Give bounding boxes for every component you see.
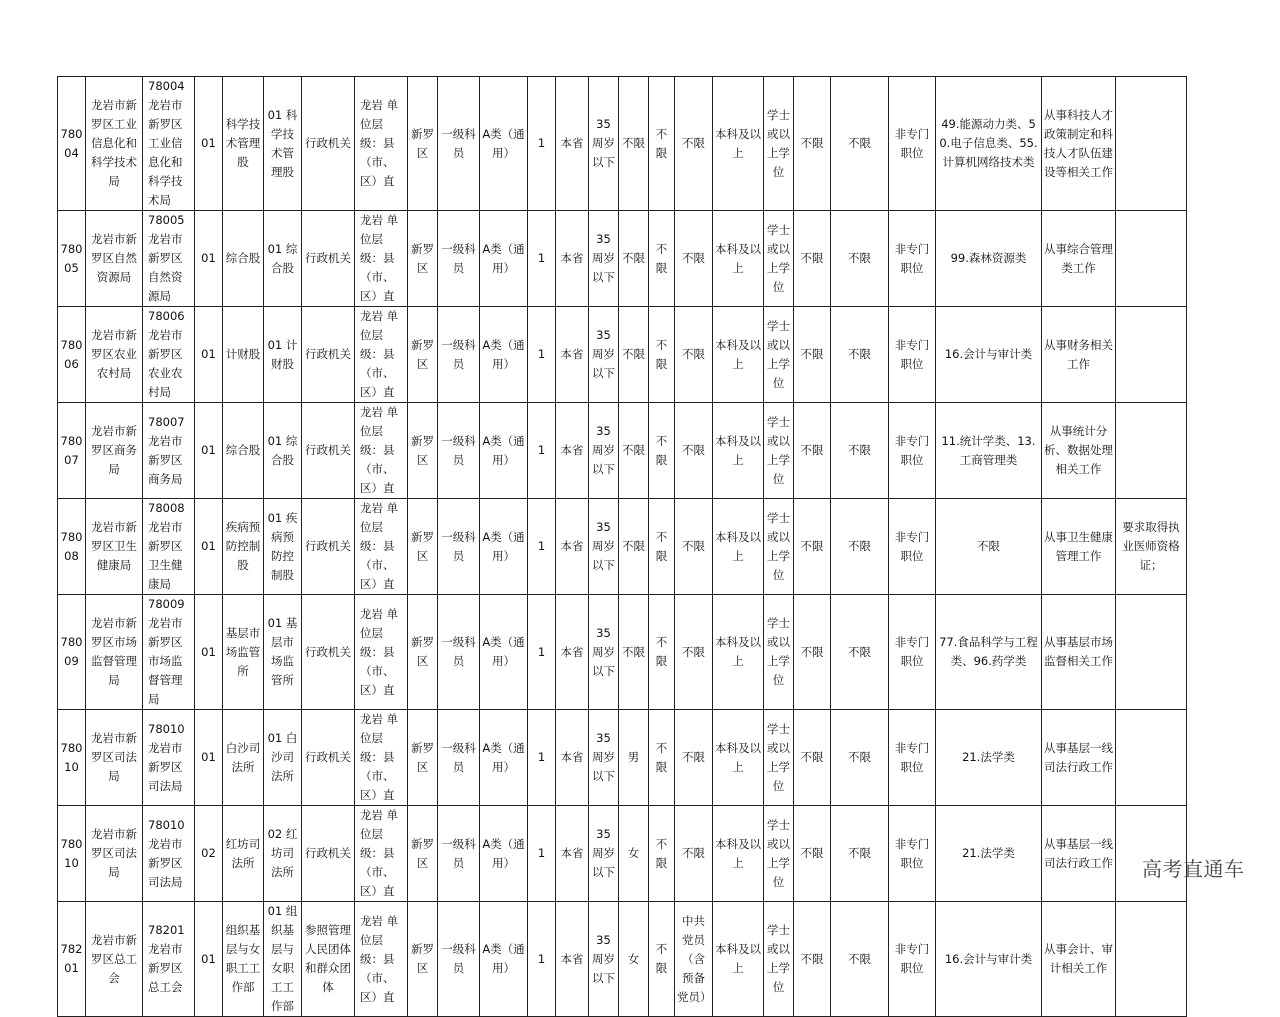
nature-cell: 行政机关 xyxy=(302,403,355,499)
age-cell: 35周岁以下 xyxy=(589,710,619,806)
org-cell: 龙岩市新罗区农业农村局 xyxy=(86,307,143,403)
code-cell: 78010 xyxy=(58,806,86,902)
category-cell: A类（通用） xyxy=(480,806,528,902)
dept-cell: 红坊司法所 xyxy=(223,806,264,902)
unit-cell: 78010 龙岩市新罗区司法局 xyxy=(143,710,195,806)
age-cell: 35周岁以下 xyxy=(589,902,619,1017)
duty-cell: 从事基层市场监督相关工作 xyxy=(1042,595,1116,710)
degree-cell: 学士或以上学位 xyxy=(764,211,794,307)
gender-cell: 不限 xyxy=(619,595,649,710)
grade-cell: 一级科员 xyxy=(438,902,480,1017)
requirement-cell: 不限 xyxy=(794,77,831,211)
education-cell: 本科及以上 xyxy=(713,806,764,902)
requirement-cell: 不限 xyxy=(794,595,831,710)
table-row xyxy=(58,902,1187,1017)
count-cell: 1 xyxy=(528,403,556,499)
org-cell: 龙岩市新罗区司法局 xyxy=(86,806,143,902)
unit-cell: 78009 龙岩市新罗区市场监督管理局 xyxy=(143,595,195,710)
requirement-cell: 不限 xyxy=(831,710,889,806)
category-cell: A类（通用） xyxy=(480,595,528,710)
nation-cell: 不限 xyxy=(649,710,675,806)
degree-cell: 学士或以上学位 xyxy=(764,403,794,499)
requirement-cell: 不限 xyxy=(794,806,831,902)
gender-cell: 不限 xyxy=(619,77,649,211)
duty-cell: 从事卫生健康管理工作 xyxy=(1042,499,1116,595)
nature-cell: 参照管理人民团体和群众团体 xyxy=(302,902,355,1017)
major-cell: 16.会计与审计类 xyxy=(936,902,1042,1017)
table-row xyxy=(58,77,1187,211)
category-cell: A类（通用） xyxy=(480,307,528,403)
degree-cell: 学士或以上学位 xyxy=(764,307,794,403)
num-cell: 01 xyxy=(195,499,223,595)
post-type-cell: 非专门职位 xyxy=(889,595,936,710)
nature-cell: 行政机关 xyxy=(302,595,355,710)
duty-cell: 从事基层一线司法行政工作 xyxy=(1042,806,1116,902)
area-cell: 新罗区 xyxy=(408,595,438,710)
count-cell: 1 xyxy=(528,806,556,902)
category-cell: A类（通用） xyxy=(480,211,528,307)
degree-cell: 学士或以上学位 xyxy=(764,902,794,1017)
requirement-cell: 不限 xyxy=(831,211,889,307)
note-cell: 要求取得执业医师资格证； xyxy=(1116,499,1187,595)
dept-cell: 综合股 xyxy=(223,403,264,499)
count-cell: 1 xyxy=(528,710,556,806)
org-cell: 龙岩市新罗区市场监督管理局 xyxy=(86,595,143,710)
scope-cell: 本省 xyxy=(556,806,589,902)
code-cell: 78007 xyxy=(58,403,86,499)
dept-cell: 综合股 xyxy=(223,211,264,307)
code-cell: 78006 xyxy=(58,307,86,403)
requirement-cell: 不限 xyxy=(794,211,831,307)
recruitment-table xyxy=(57,76,1187,1017)
table-body xyxy=(58,77,1187,1017)
code-cell: 78201 xyxy=(58,902,86,1017)
note-cell xyxy=(1116,710,1187,806)
age-cell: 35周岁以下 xyxy=(589,806,619,902)
nature-cell: 行政机关 xyxy=(302,77,355,211)
nation-cell: 不限 xyxy=(649,902,675,1017)
table-row xyxy=(58,806,1187,902)
requirement-cell: 不限 xyxy=(831,499,889,595)
duty-cell: 从事科技人才政策制定和科技人才队伍建设等相关工作 xyxy=(1042,77,1116,211)
nation-cell: 不限 xyxy=(649,806,675,902)
nature-cell: 行政机关 xyxy=(302,307,355,403)
post-cell: 01 计财股 xyxy=(264,307,302,403)
num-cell: 01 xyxy=(195,77,223,211)
post-cell: 01 疾病预防控制股 xyxy=(264,499,302,595)
code-cell: 78009 xyxy=(58,595,86,710)
dept-cell: 白沙司法所 xyxy=(223,710,264,806)
post-type-cell: 非专门职位 xyxy=(889,806,936,902)
politics-cell: 不限 xyxy=(675,77,713,211)
unit-cell: 78005 龙岩市新罗区自然资源局 xyxy=(143,211,195,307)
post-cell: 01 科学技术管理股 xyxy=(264,77,302,211)
nature-cell: 行政机关 xyxy=(302,710,355,806)
count-cell: 1 xyxy=(528,902,556,1017)
num-cell: 01 xyxy=(195,595,223,710)
gender-cell: 女 xyxy=(619,806,649,902)
area-cell: 新罗区 xyxy=(408,403,438,499)
code-cell: 78004 xyxy=(58,77,86,211)
degree-cell: 学士或以上学位 xyxy=(764,499,794,595)
code-cell: 78005 xyxy=(58,211,86,307)
code-cell: 78010 xyxy=(58,710,86,806)
age-cell: 35周岁以下 xyxy=(589,77,619,211)
num-cell: 01 xyxy=(195,403,223,499)
duty-cell: 从事基层一线司法行政工作 xyxy=(1042,710,1116,806)
nation-cell: 不限 xyxy=(649,403,675,499)
politics-cell: 不限 xyxy=(675,307,713,403)
count-cell: 1 xyxy=(528,211,556,307)
note-cell xyxy=(1116,211,1187,307)
dept-cell: 基层市场监管所 xyxy=(223,595,264,710)
unit-cell: 78007 龙岩市新罗区商务局 xyxy=(143,403,195,499)
post-type-cell: 非专门职位 xyxy=(889,499,936,595)
education-cell: 本科及以上 xyxy=(713,902,764,1017)
nature-cell: 行政机关 xyxy=(302,499,355,595)
unit-cell: 78201 龙岩市新罗区总工会 xyxy=(143,902,195,1017)
requirement-cell: 不限 xyxy=(794,902,831,1017)
count-cell: 1 xyxy=(528,307,556,403)
requirement-cell: 不限 xyxy=(831,77,889,211)
table-row xyxy=(58,403,1187,499)
requirement-cell: 不限 xyxy=(831,806,889,902)
major-cell: 不限 xyxy=(936,499,1042,595)
post-type-cell: 非专门职位 xyxy=(889,77,936,211)
gender-cell: 女 xyxy=(619,902,649,1017)
table-row xyxy=(58,211,1187,307)
post-type-cell: 非专门职位 xyxy=(889,902,936,1017)
duty-cell: 从事会计、审计相关工作 xyxy=(1042,902,1116,1017)
count-cell: 1 xyxy=(528,595,556,710)
major-cell: 99.森林资源类 xyxy=(936,211,1042,307)
area-cell: 新罗区 xyxy=(408,806,438,902)
requirement-cell: 不限 xyxy=(831,307,889,403)
scope-cell: 本省 xyxy=(556,902,589,1017)
org-cell: 龙岩市新罗区总工会 xyxy=(86,902,143,1017)
org-cell: 龙岩市新罗区工业信息化和科学技术局 xyxy=(86,77,143,211)
code-cell: 78008 xyxy=(58,499,86,595)
scope-cell: 本省 xyxy=(556,710,589,806)
table-row xyxy=(58,595,1187,710)
education-cell: 本科及以上 xyxy=(713,77,764,211)
requirement-cell: 不限 xyxy=(831,902,889,1017)
num-cell: 02 xyxy=(195,806,223,902)
area-cell: 新罗区 xyxy=(408,499,438,595)
grade-cell: 一级科员 xyxy=(438,77,480,211)
major-cell: 21.法学类 xyxy=(936,710,1042,806)
degree-cell: 学士或以上学位 xyxy=(764,710,794,806)
nation-cell: 不限 xyxy=(649,307,675,403)
category-cell: A类（通用） xyxy=(480,77,528,211)
level-cell: 龙岩 单位层级：县（市、区）直 xyxy=(355,902,408,1017)
level-cell: 龙岩 单位层级：县（市、区）直 xyxy=(355,710,408,806)
age-cell: 35周岁以下 xyxy=(589,499,619,595)
note-cell xyxy=(1116,595,1187,710)
degree-cell: 学士或以上学位 xyxy=(764,77,794,211)
nature-cell: 行政机关 xyxy=(302,211,355,307)
scope-cell: 本省 xyxy=(556,211,589,307)
politics-cell: 不限 xyxy=(675,499,713,595)
post-type-cell: 非专门职位 xyxy=(889,307,936,403)
dept-cell: 科学技术管理股 xyxy=(223,77,264,211)
gender-cell: 男 xyxy=(619,710,649,806)
grade-cell: 一级科员 xyxy=(438,806,480,902)
major-cell: 21.法学类 xyxy=(936,806,1042,902)
count-cell: 1 xyxy=(528,77,556,211)
level-cell: 龙岩 单位层级：县（市、区）直 xyxy=(355,499,408,595)
unit-cell: 78004 龙岩市新罗区工业信息化和科学技术局 xyxy=(143,77,195,211)
category-cell: A类（通用） xyxy=(480,499,528,595)
table-row xyxy=(58,710,1187,806)
age-cell: 35周岁以下 xyxy=(589,211,619,307)
degree-cell: 学士或以上学位 xyxy=(764,806,794,902)
dept-cell: 计财股 xyxy=(223,307,264,403)
category-cell: A类（通用） xyxy=(480,902,528,1017)
scope-cell: 本省 xyxy=(556,307,589,403)
num-cell: 01 xyxy=(195,307,223,403)
politics-cell: 不限 xyxy=(675,710,713,806)
area-cell: 新罗区 xyxy=(408,902,438,1017)
politics-cell: 不限 xyxy=(675,211,713,307)
table-row xyxy=(58,307,1187,403)
level-cell: 龙岩 单位层级：县（市、区）直 xyxy=(355,595,408,710)
scope-cell: 本省 xyxy=(556,403,589,499)
major-cell: 16.会计与审计类 xyxy=(936,307,1042,403)
duty-cell: 从事财务相关工作 xyxy=(1042,307,1116,403)
nation-cell: 不限 xyxy=(649,595,675,710)
num-cell: 01 xyxy=(195,211,223,307)
requirement-cell: 不限 xyxy=(831,595,889,710)
org-cell: 龙岩市新罗区商务局 xyxy=(86,403,143,499)
degree-cell: 学士或以上学位 xyxy=(764,595,794,710)
post-cell: 02 红坊司法所 xyxy=(264,806,302,902)
duty-cell: 从事统计分析、数据处理相关工作 xyxy=(1042,403,1116,499)
nature-cell: 行政机关 xyxy=(302,806,355,902)
level-cell: 龙岩 单位层级：县（市、区）直 xyxy=(355,307,408,403)
politics-cell: 不限 xyxy=(675,806,713,902)
count-cell: 1 xyxy=(528,499,556,595)
level-cell: 龙岩 单位层级：县（市、区）直 xyxy=(355,806,408,902)
grade-cell: 一级科员 xyxy=(438,403,480,499)
requirement-cell: 不限 xyxy=(794,499,831,595)
level-cell: 龙岩 单位层级：县（市、区）直 xyxy=(355,211,408,307)
major-cell: 49.能源动力类、50.电子信息类、55.计算机网络技术类 xyxy=(936,77,1042,211)
post-cell: 01 白沙司法所 xyxy=(264,710,302,806)
education-cell: 本科及以上 xyxy=(713,211,764,307)
scope-cell: 本省 xyxy=(556,595,589,710)
table-row xyxy=(58,499,1187,595)
org-cell: 龙岩市新罗区司法局 xyxy=(86,710,143,806)
level-cell: 龙岩 单位层级：县（市、区）直 xyxy=(355,77,408,211)
post-cell: 01 基层市场监管所 xyxy=(264,595,302,710)
scope-cell: 本省 xyxy=(556,77,589,211)
education-cell: 本科及以上 xyxy=(713,403,764,499)
unit-cell: 78010 龙岩市新罗区司法局 xyxy=(143,806,195,902)
politics-cell: 中共党员（含预备党员） xyxy=(675,902,713,1017)
gender-cell: 不限 xyxy=(619,211,649,307)
area-cell: 新罗区 xyxy=(408,77,438,211)
post-cell: 01 综合股 xyxy=(264,211,302,307)
nation-cell: 不限 xyxy=(649,77,675,211)
org-cell: 龙岩市新罗区卫生健康局 xyxy=(86,499,143,595)
post-cell: 01 组织基层与女职工工作部 xyxy=(264,902,302,1017)
education-cell: 本科及以上 xyxy=(713,307,764,403)
area-cell: 新罗区 xyxy=(408,710,438,806)
age-cell: 35周岁以下 xyxy=(589,307,619,403)
dept-cell: 组织基层与女职工工作部 xyxy=(223,902,264,1017)
gender-cell: 不限 xyxy=(619,307,649,403)
dept-cell: 疾病预防控制股 xyxy=(223,499,264,595)
note-cell xyxy=(1116,307,1187,403)
note-cell xyxy=(1116,77,1187,211)
grade-cell: 一级科员 xyxy=(438,710,480,806)
post-cell: 01 综合股 xyxy=(264,403,302,499)
scope-cell: 本省 xyxy=(556,499,589,595)
grade-cell: 一级科员 xyxy=(438,595,480,710)
age-cell: 35周岁以下 xyxy=(589,403,619,499)
education-cell: 本科及以上 xyxy=(713,710,764,806)
requirement-cell: 不限 xyxy=(794,710,831,806)
grade-cell: 一级科员 xyxy=(438,211,480,307)
grade-cell: 一级科员 xyxy=(438,499,480,595)
watermark: 高考直通车 xyxy=(1142,857,1245,881)
nation-cell: 不限 xyxy=(649,211,675,307)
category-cell: A类（通用） xyxy=(480,710,528,806)
post-type-cell: 非专门职位 xyxy=(889,403,936,499)
num-cell: 01 xyxy=(195,710,223,806)
area-cell: 新罗区 xyxy=(408,211,438,307)
category-cell: A类（通用） xyxy=(480,403,528,499)
age-cell: 35周岁以下 xyxy=(589,595,619,710)
unit-cell: 78008 龙岩市新罗区卫生健康局 xyxy=(143,499,195,595)
nation-cell: 不限 xyxy=(649,499,675,595)
post-type-cell: 非专门职位 xyxy=(889,211,936,307)
unit-cell: 78006 龙岩市新罗区农业农村局 xyxy=(143,307,195,403)
education-cell: 本科及以上 xyxy=(713,499,764,595)
requirement-cell: 不限 xyxy=(794,403,831,499)
duty-cell: 从事综合管理类工作 xyxy=(1042,211,1116,307)
major-cell: 77.食品科学与工程类、96.药学类 xyxy=(936,595,1042,710)
gender-cell: 不限 xyxy=(619,403,649,499)
politics-cell: 不限 xyxy=(675,595,713,710)
education-cell: 本科及以上 xyxy=(713,595,764,710)
politics-cell: 不限 xyxy=(675,403,713,499)
requirement-cell: 不限 xyxy=(831,403,889,499)
note-cell xyxy=(1116,403,1187,499)
level-cell: 龙岩 单位层级：县（市、区）直 xyxy=(355,403,408,499)
org-cell: 龙岩市新罗区自然资源局 xyxy=(86,211,143,307)
major-cell: 11.统计学类、13.工商管理类 xyxy=(936,403,1042,499)
note-cell xyxy=(1116,902,1187,1017)
gender-cell: 不限 xyxy=(619,499,649,595)
requirement-cell: 不限 xyxy=(794,307,831,403)
area-cell: 新罗区 xyxy=(408,307,438,403)
num-cell: 01 xyxy=(195,902,223,1017)
post-type-cell: 非专门职位 xyxy=(889,710,936,806)
grade-cell: 一级科员 xyxy=(438,307,480,403)
